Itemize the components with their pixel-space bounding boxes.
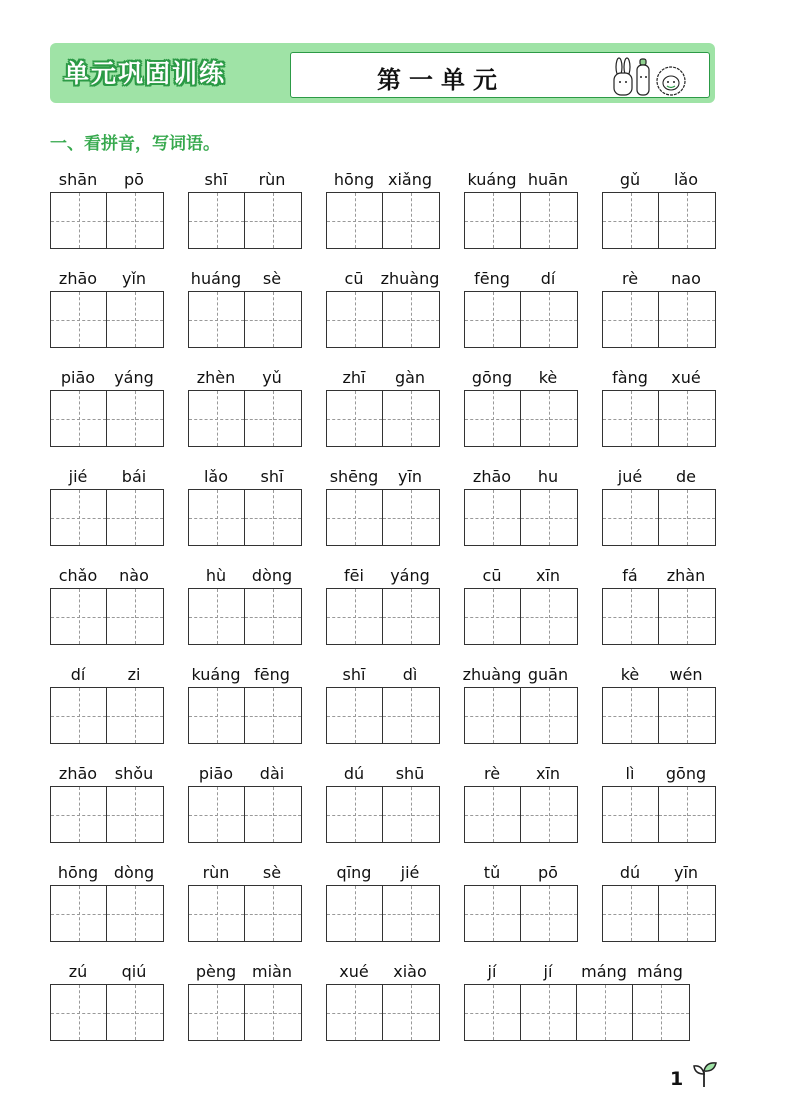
tianzige-cell[interactable] [465,193,521,248]
tianzige-cell[interactable] [189,886,245,941]
tianzige-cell[interactable] [51,589,107,644]
pinyin-label: máng [637,962,683,981]
tianzige-cell[interactable] [327,292,383,347]
pinyin-label: wén [669,665,703,684]
tianzige-cell[interactable] [521,787,577,842]
pinyin-label: shī [204,170,228,189]
pinyin-label: dòng [251,566,293,585]
tianzige-cell[interactable] [189,985,245,1040]
tianzige-cell[interactable] [51,985,107,1040]
unit-title: 第一单元 [377,66,505,94]
tianzige-cell[interactable] [603,688,659,743]
pinyin-label: huáng [190,269,242,288]
bunny-cartoon-icon [614,58,632,95]
tianzige-cell[interactable] [603,589,659,644]
unit-panel [290,52,710,98]
pinyin-label: fēng [254,665,290,684]
pinyin-label: zhèn [196,368,236,387]
pinyin-label: zhī [342,368,366,387]
pinyin-label: guān [527,665,569,684]
tianzige-cell[interactable] [465,787,521,842]
pinyin-label: dí [70,665,86,684]
pinyin-label: yáng [390,566,430,585]
pinyin-label: zi [127,665,141,684]
tianzige-cell[interactable] [659,193,715,248]
writing-grid[interactable] [326,291,440,348]
pinyin-label: yǐn [121,269,147,288]
writing-grid[interactable] [326,390,440,447]
pinyin-label: rùn [258,170,286,189]
tianzige-cell[interactable] [633,985,689,1040]
tianzige-cell[interactable] [51,886,107,941]
pinyin-label: piāo [198,764,234,783]
pinyin-label: lǎo [203,467,229,486]
pinyin-label: gǔ [619,170,641,189]
writing-grid[interactable] [602,786,716,843]
pinyin-label: shēng [329,467,379,486]
tianzige-cell[interactable] [107,886,163,941]
pinyin-label: kè [620,665,640,684]
tianzige-cell[interactable] [521,886,577,941]
tianzige-cell[interactable] [465,490,521,545]
writing-grid[interactable] [464,390,578,447]
writing-grid[interactable] [602,588,716,645]
writing-grid[interactable] [188,291,302,348]
pinyin-label: bái [121,467,147,486]
pinyin-label: xiǎng [387,170,433,189]
writing-grid[interactable] [50,588,164,645]
pinyin-label: gàn [394,368,426,387]
tianzige-cell[interactable] [189,193,245,248]
tianzige-cell[interactable] [327,985,383,1040]
pinyin-label: miàn [252,962,292,981]
pinyin-label: zhāo [472,467,512,486]
tianzige-cell[interactable] [107,292,163,347]
writing-grid[interactable] [326,786,440,843]
tianzige-cell[interactable] [327,490,383,545]
tianzige-cell[interactable] [465,688,521,743]
writing-grid[interactable] [602,291,716,348]
pinyin-label: qīng [336,863,372,882]
pinyin-label: zhāo [58,269,98,288]
writing-grid[interactable] [464,192,578,249]
pinyin-label: nào [119,566,149,585]
pinyin-label: jí [487,962,497,981]
tianzige-cell[interactable] [51,193,107,248]
pinyin-label: shī [260,467,284,486]
pinyin-label: zhāo [58,764,98,783]
writing-grid[interactable] [326,192,440,249]
tianzige-cell[interactable] [51,292,107,347]
pinyin-label: cū [344,269,364,288]
tianzige-cell[interactable] [659,391,715,446]
pinyin-label: dú [343,764,365,783]
header-banner [50,43,715,103]
pinyin-label: hu [537,467,559,486]
tianzige-cell[interactable] [383,688,439,743]
pinyin-label: rè [621,269,639,288]
tianzige-cell[interactable] [107,391,163,446]
writing-grid[interactable] [464,588,578,645]
writing-grid[interactable] [188,390,302,447]
writing-grid[interactable] [50,885,164,942]
pinyin-label: zhàn [666,566,706,585]
writing-grid[interactable] [50,786,164,843]
pinyin-label: pèng [195,962,237,981]
writing-grid[interactable] [188,489,302,546]
pinyin-label: qiú [121,962,147,981]
tianzige-cell[interactable] [245,292,301,347]
writing-grid[interactable] [464,786,578,843]
pinyin-label: shū [395,764,425,783]
tianzige-cell[interactable] [107,193,163,248]
writing-grid[interactable] [602,489,716,546]
tianzige-cell[interactable] [521,688,577,743]
tianzige-cell[interactable] [51,787,107,842]
sheep-cartoon-icon [657,67,685,95]
tianzige-cell[interactable] [327,886,383,941]
tianzige-cell[interactable] [465,886,521,941]
writing-grid[interactable] [50,291,164,348]
pinyin-label: yáng [114,368,154,387]
pinyin-label: yīn [673,863,699,882]
pinyin-label: fēng [474,269,510,288]
tianzige-cell[interactable] [383,391,439,446]
tianzige-cell[interactable] [383,490,439,545]
pinyin-label: jí [543,962,553,981]
pinyin-label: sè [262,269,282,288]
tianzige-cell[interactable] [659,886,715,941]
writing-grid[interactable] [188,687,302,744]
pinyin-label: zú [68,962,88,981]
writing-grid[interactable] [326,687,440,744]
pinyin-label: lǎo [673,170,699,189]
writing-grid[interactable] [464,984,690,1041]
tianzige-cell[interactable] [383,193,439,248]
tianzige-cell[interactable] [383,787,439,842]
bottle-cartoon-icon [637,59,649,95]
pinyin-label: fàng [612,368,648,387]
tianzige-cell[interactable] [327,193,383,248]
tianzige-cell[interactable] [603,490,659,545]
pinyin-label: dì [402,665,418,684]
tianzige-cell[interactable] [659,787,715,842]
pinyin-label: dài [259,764,285,783]
pinyin-label: dú [619,863,641,882]
tianzige-cell[interactable] [659,688,715,743]
tianzige-cell[interactable] [521,193,577,248]
pinyin-label: de [676,467,696,486]
writing-grid[interactable] [188,192,302,249]
tianzige-cell[interactable] [51,490,107,545]
tianzige-cell[interactable] [51,391,107,446]
tianzige-cell[interactable] [383,886,439,941]
writing-grid[interactable] [188,885,302,942]
pinyin-label: zhuàng [380,269,440,288]
pinyin-label: zhuàng [462,665,522,684]
tianzige-cell[interactable] [465,292,521,347]
pinyin-label: rè [483,764,501,783]
tianzige-cell[interactable] [383,589,439,644]
writing-grid[interactable] [464,291,578,348]
pinyin-label: chǎo [58,566,98,585]
tianzige-cell[interactable] [327,688,383,743]
pinyin-label: dòng [113,863,155,882]
tianzige-cell[interactable] [189,589,245,644]
pinyin-label: pō [124,170,144,189]
tianzige-cell[interactable] [245,589,301,644]
tianzige-cell[interactable] [107,490,163,545]
pinyin-label: yǔ [262,368,282,387]
writing-grid[interactable] [464,489,578,546]
writing-grid[interactable] [326,984,440,1041]
pinyin-label: fá [622,566,638,585]
tianzige-cell[interactable] [659,292,715,347]
tianzige-cell[interactable] [245,787,301,842]
pinyin-label: hù [205,566,227,585]
tianzige-cell[interactable] [327,787,383,842]
writing-grid[interactable] [602,687,716,744]
tianzige-cell[interactable] [245,193,301,248]
pinyin-label: huān [527,170,569,189]
tianzige-cell[interactable] [521,490,577,545]
tianzige-cell[interactable] [245,985,301,1040]
tianzige-cell[interactable] [521,391,577,446]
pinyin-label: shān [58,170,98,189]
pinyin-label: dí [540,269,556,288]
writing-grid[interactable] [602,390,716,447]
pinyin-label: gōng [471,368,513,387]
pinyin-label: jié [68,467,88,486]
writing-grid[interactable] [188,588,302,645]
pinyin-label: cū [482,566,502,585]
writing-grid[interactable] [188,984,302,1041]
writing-grid[interactable] [50,489,164,546]
pinyin-label: jié [400,863,420,882]
tianzige-cell[interactable] [107,589,163,644]
tianzige-cell[interactable] [603,886,659,941]
writing-grid[interactable] [50,984,164,1041]
pinyin-label: xué [671,368,701,387]
tianzige-cell[interactable] [327,391,383,446]
tianzige-cell[interactable] [659,490,715,545]
banner-title: 单元巩固训练 [64,59,227,88]
pinyin-label: rùn [202,863,230,882]
tianzige-cell[interactable] [603,391,659,446]
tianzige-cell[interactable] [107,787,163,842]
tianzige-cell[interactable] [603,193,659,248]
pinyin-label: yīn [397,467,423,486]
pinyin-label: fēi [344,566,364,585]
pinyin-label: kuáng [191,665,241,684]
pinyin-label: hōng [57,863,99,882]
section-title: 一、看拼音，写词语。 [50,134,220,154]
tianzige-cell[interactable] [189,490,245,545]
writing-grid[interactable] [50,687,164,744]
writing-grid[interactable] [326,489,440,546]
tianzige-cell[interactable] [521,589,577,644]
pinyin-label: kè [538,368,558,387]
sprout-icon [692,1060,718,1088]
tianzige-cell[interactable] [51,688,107,743]
pinyin-label: xiào [393,962,427,981]
pinyin-label: sè [262,863,282,882]
tianzige-cell[interactable] [465,589,521,644]
tianzige-cell[interactable] [245,688,301,743]
tianzige-cell[interactable] [189,292,245,347]
pinyin-label: xué [339,962,369,981]
tianzige-cell[interactable] [603,787,659,842]
page-number: 1 [670,1068,684,1090]
writing-grid[interactable] [602,885,716,942]
tianzige-cell[interactable] [383,985,439,1040]
writing-grid[interactable] [326,885,440,942]
tianzige-cell[interactable] [659,589,715,644]
tianzige-cell[interactable] [107,985,163,1040]
pinyin-label: tǔ [483,863,501,882]
tianzige-cell[interactable] [383,292,439,347]
writing-grid[interactable] [188,786,302,843]
writing-grid[interactable] [464,885,578,942]
tianzige-cell[interactable] [465,391,521,446]
pinyin-label: gōng [665,764,707,783]
tianzige-cell[interactable] [327,589,383,644]
pinyin-label: hōng [333,170,375,189]
pinyin-label: shī [342,665,366,684]
writing-grid[interactable] [50,390,164,447]
writing-grid[interactable] [50,192,164,249]
mascot-decoration [609,57,701,97]
tianzige-cell[interactable] [245,490,301,545]
pinyin-label: kuáng [467,170,517,189]
pinyin-label: nao [671,269,701,288]
pinyin-label: máng [581,962,627,981]
tianzige-cell[interactable] [603,292,659,347]
writing-grid[interactable] [464,687,578,744]
pinyin-label: pō [538,863,558,882]
pinyin-label: shǒu [114,764,154,783]
tianzige-cell[interactable] [189,688,245,743]
pinyin-label: xīn [535,566,561,585]
writing-grid[interactable] [326,588,440,645]
tianzige-cell[interactable] [189,391,245,446]
writing-grid[interactable] [602,192,716,249]
pinyin-label: jué [617,467,643,486]
tianzige-cell[interactable] [245,886,301,941]
tianzige-cell[interactable] [521,292,577,347]
tianzige-cell[interactable] [189,787,245,842]
tianzige-cell[interactable] [245,391,301,446]
tianzige-cell[interactable] [521,985,577,1040]
pinyin-label: xīn [535,764,561,783]
tianzige-cell[interactable] [577,985,633,1040]
tianzige-cell[interactable] [107,688,163,743]
pinyin-label: lì [625,764,635,783]
pinyin-label: piāo [60,368,96,387]
tianzige-cell[interactable] [465,985,521,1040]
